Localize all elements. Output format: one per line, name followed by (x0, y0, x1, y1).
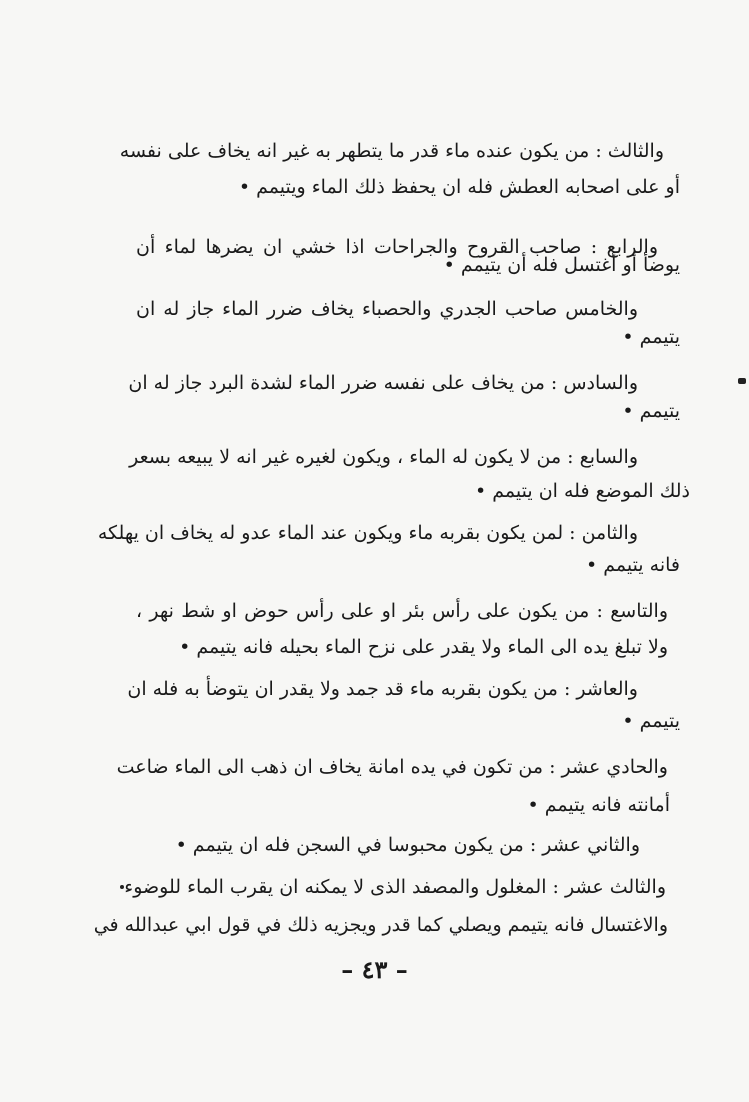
text-line-15: والعاشر : من يكون بقربه ماء قد جمد ولا يقدر ان يتوضأ به فله ان (127, 678, 638, 700)
text-line-12: فانه يتيمم • (585, 554, 680, 576)
text-line-1: والثالث : من يكون عنده ماء قدر ما يتطهر به غير انه يخاف على نفسه (119, 140, 664, 162)
text-line-7: والسادس : من يخاف على نفسه ضرر الماء لشدة البرد جاز له ان (128, 372, 638, 394)
text-line-6: يتيمم • (622, 326, 680, 348)
margin-mark (738, 378, 746, 384)
text-line-13: والتاسع : من يكون على رأس بئر او على رأس حوض او شط نهر ، (136, 600, 668, 622)
margin-dot (120, 885, 124, 889)
text-line-14: ولا تبلغ يده الى الماء ولا يقدر على نزح الماء بحيله فانه يتيمم • (179, 636, 668, 658)
text-line-2: أو على اصحابه العطش فله ان يحفظ ذلك الماء ويتيمم • (238, 176, 680, 198)
text-line-19: والثاني عشر : من يكون محبوسا في السجن فله ان يتيمم • (175, 834, 640, 856)
text-line-16: يتيمم • (622, 710, 680, 732)
text-line-21: والاغتسال فانه يتيمم ويصلي كما قدر ويجزيه ذلك في قول ابي عبدالله في (93, 914, 668, 936)
text-line-8: يتيمم • (622, 400, 680, 422)
text-line-18: أمانته فانه يتيمم • (527, 794, 670, 816)
text-line-20: والثالث عشر : المغلول والمصفد الذى لا يمكنه ان يقرب الماء للوضوء (124, 876, 666, 898)
text-line-10: ذلك الموضع فله ان يتيمم • (475, 480, 690, 502)
page-number: – ٤٣ – (341, 955, 408, 984)
text-line-9: والسابع : من لا يكون له الماء ، ويكون لغيره غير انه لا يبيعه بسعر (129, 446, 638, 468)
text-line-17: والحادي عشر : من تكون في يده امانة يخاف ان ذهب الى الماء ضاعت (116, 756, 668, 778)
text-line-11: والثامن : لمن يكون بقربه ماء ويكون عند الماء عدو له يخاف ان يهلكه (97, 522, 638, 544)
text-line-3: والرابع : صاحب القروح والجراحات اذا خشي ان يضرها لماء أن (136, 236, 658, 258)
text-line-5: والخامس صاحب الجدري والحصباء يخاف ضرر الماء جاز له ان (136, 298, 638, 320)
text-line-4: يوضأ أو أغتسل فله أن يتيمم • (443, 254, 680, 276)
